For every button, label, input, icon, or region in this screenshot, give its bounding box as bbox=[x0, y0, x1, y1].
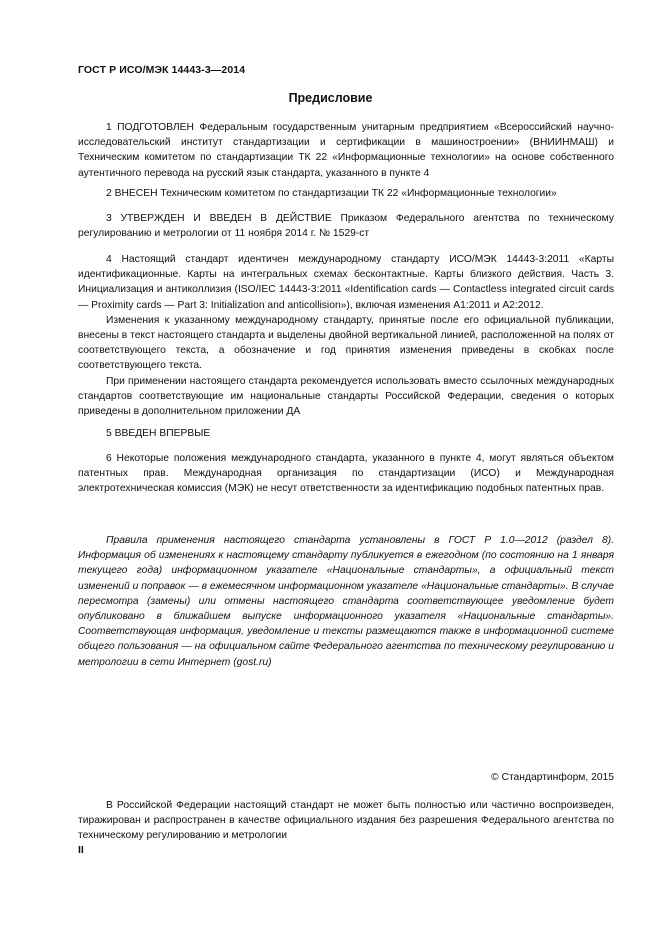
item-4-text: 4 Настоящий стандарт идентичен международному стандарту ИСО/МЭК 14443-3:2011 «Карты идентификационные. Карты на интегральных схемах бесконтактные. Карты близкого действия. Часть 3. Инициализация и антиколлизия (ISO/IEC 14443-3:2011 «Identification cards — Contactless integrated circuit cards — Proximity cards — Part 3: Initialization and anticollision»), включая изменения A1:2011 и A2:2012. bbox=[78, 254, 614, 311]
item-6-text: 6 Некоторые положения международного стандарта, указанного в пункте 4, могут являться объектом патентных прав. Международная организация по стандартизации (ИСО) и Международная электротехническая комиссия (МЭК) не несут ответственности за идентификацию подобных патентных прав. bbox=[78, 453, 614, 495]
notice-block bbox=[78, 533, 614, 670]
item-1-text: 1 ПОДГОТОВЛЕН Федеральным государственным унитарным предприятием «Всероссийский научно-исследовательский институт стандартизации и сертификации в машиностроении» (ВНИИНМАШ) и Техническим комитетом по стандартизации ТК 22 «Информационные технологии» на основе собственного аутентичного перевода на русский язык стандарта, указанного в пункте 4 bbox=[78, 122, 614, 179]
reproduction-block bbox=[78, 798, 614, 844]
item-2-block bbox=[78, 186, 614, 201]
item-4-references-text: При применении настоящего стандарта рекомендуется использовать вместо ссылочных международных стандартов соответствующие им национальные стандарты Российской Федерации, сведения о которых приведены в дополнительном приложении ДА bbox=[78, 375, 614, 418]
page-number: II bbox=[78, 844, 84, 856]
reproduction-notice: В Российской Федерации настоящий стандарт не может быть полностью или частично воспроизведен, тиражирован и распространен в качестве официального издания без разрешения Федерального агентства по техническому регулированию и метрологии bbox=[78, 800, 614, 842]
page-title: Предисловие bbox=[288, 91, 373, 105]
item-5-block bbox=[78, 426, 614, 441]
item-3-block bbox=[78, 211, 614, 241]
item-1-block bbox=[78, 120, 614, 181]
copyright-line: © Стандартинформ, 2015 bbox=[491, 772, 614, 783]
item-6-block bbox=[78, 451, 614, 497]
item-3-text: 3 УТВЕРЖДЕН И ВВЕДЕН В ДЕЙСТВИЕ Приказом Федерального агентства по техническому регулированию и метрологии от 11 ноября 2014 г. № 1529-ст bbox=[78, 213, 614, 240]
item-5-text: 5 ВВЕДЕН ВПЕРВЫЕ bbox=[106, 428, 211, 439]
notice-text: Правила применения настоящего стандарта установлены в ГОСТ Р 1.0—2012 (раздел 8). Информация об изменениях к настоящему стандарту публикуется в ежегодном (по состоянию на 1 января текущего года) информационном указателе «Национальные стандарты», а официальный текст изменений и поправок — в ежемесячном информационном указателе «Национальные стандарты». В случае пересмотра (замены) или отмены настоящего стандарта соответствующее уведомление будет опубликовано в ближайшем выпуске информационного указателя «Национальные стандарты». Соответствующая информация, уведомление и тексты размещаются также в информационной системе общего пользования — на официальном сайте Федерального агентства по техническому регулированию и метрологии в сети Интернет (gost.ru) bbox=[78, 535, 614, 668]
item-2-text: 2 ВНЕСЕН Техническим комитетом по стандартизации ТК 22 «Информационные технологии» bbox=[106, 188, 557, 199]
document-header: ГОСТ Р ИСО/МЭК 14443-3—2014 bbox=[78, 64, 246, 76]
item-4-block bbox=[78, 252, 614, 419]
item-4-amendments-text: Изменения к указанному международному стандарту, принятые после его официальной публикации, внесены в текст настоящего стандарта и выделены двойной вертикальной линией, расположенной на полях от соответствующего текста, а обозначение и год принятия изменения приведены в скобках после соответствующего текста. bbox=[78, 314, 614, 372]
